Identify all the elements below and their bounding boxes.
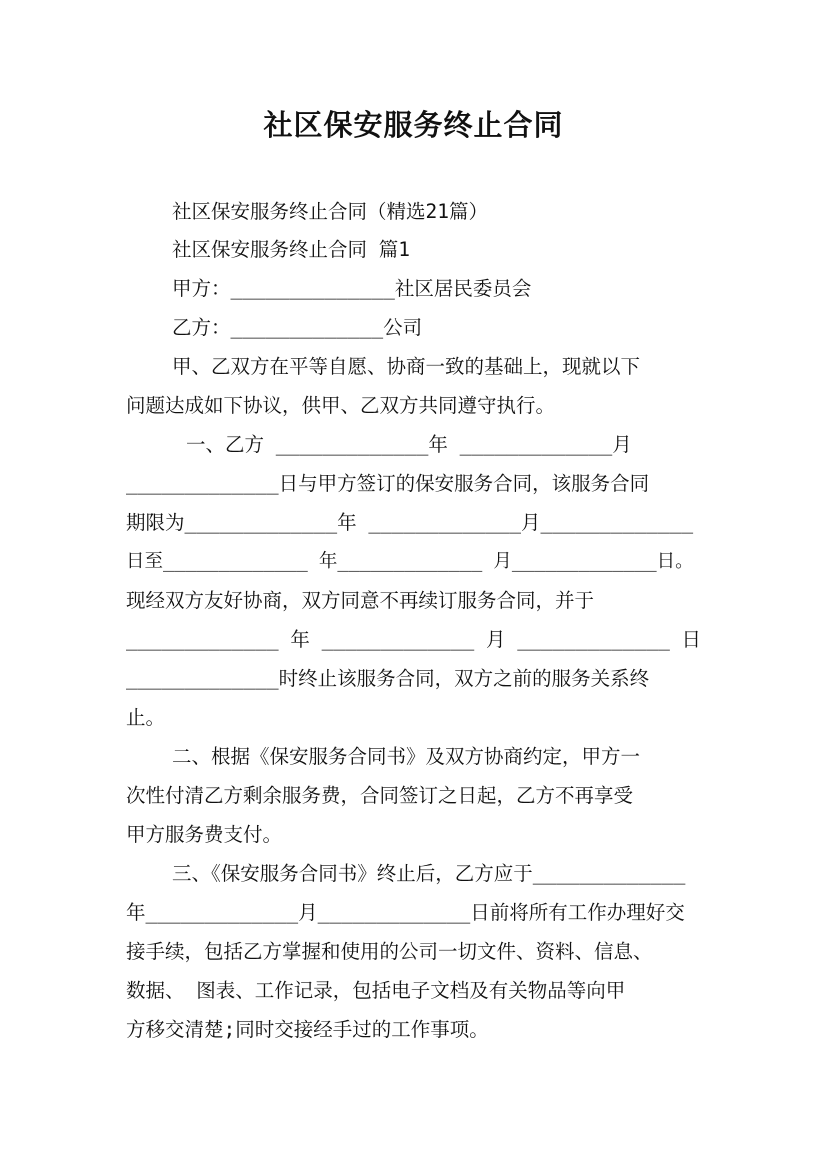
doc-line-clause1-4: 日至_____________ 年_____________ 月_____________日。	[126, 551, 694, 572]
doc-line-clause1-8: 止。	[126, 706, 166, 729]
document-title: 社区保安服务终止合同	[263, 108, 564, 142]
doc-line-intro-2: 问题达成如下协议，供甲、乙双方共同遵守执行。	[126, 394, 556, 417]
doc-line-clause3-3: 接手续，包括乙方掌握和使用的公司一切文件、资料、信息、	[126, 940, 653, 963]
doc-line-clause2-2: 次性付清乙方剩余服务费，合同签订之日起，乙方不再享受	[126, 784, 634, 807]
doc-line-intro-1: 甲、乙双方在平等自愿、协商一致的基础上，现就以下	[172, 355, 641, 378]
doc-line-clause1-3: 期限为_____________年 _____________月_____________	[126, 511, 694, 534]
doc-line-clause1-2: _____________日与甲方签订的保安服务合同，该服务合同	[126, 472, 650, 495]
doc-line-clause3-5: 方移交清楚;同时交接经手过的工作事项。	[126, 1018, 489, 1041]
doc-line-clause1-7: _____________时终止该服务合同，双方之前的服务关系终	[126, 667, 650, 690]
doc-line-clause3-1: 三、《保安服务合同书》终止后，乙方应于_____________	[172, 862, 686, 885]
doc-line-clause3-4: 数据、 图表、工作记录，包括电子文档及有关物品等向甲	[126, 979, 626, 1002]
doc-line-subtitle: 社区保安服务终止合同（精选21篇）	[172, 200, 488, 223]
doc-line-clause1-1: 一、乙方 _____________年 _____________月	[186, 433, 632, 456]
doc-line-clause2-3: 甲方服务费支付。	[126, 823, 283, 846]
doc-line-clause2-1: 二、根据《保安服务合同书》及双方协商约定，甲方一	[172, 745, 641, 768]
doc-line-clause1-5: 现经双方友好协商，双方同意不再续订服务合同，并于	[126, 589, 595, 612]
doc-line-party-a: 甲方：______________社区居民委员会	[172, 277, 532, 300]
doc-line-clause3-2: 年_____________月_____________日前将所有工作办理好交	[126, 901, 685, 924]
doc-line-party-b: 乙方：_____________公司	[172, 316, 423, 339]
doc-line-clause1-6: _____________ 年 _____________ 月 _____________ 日	[126, 628, 702, 651]
doc-line-section-heading: 社区保安服务终止合同 篇1	[172, 238, 410, 261]
